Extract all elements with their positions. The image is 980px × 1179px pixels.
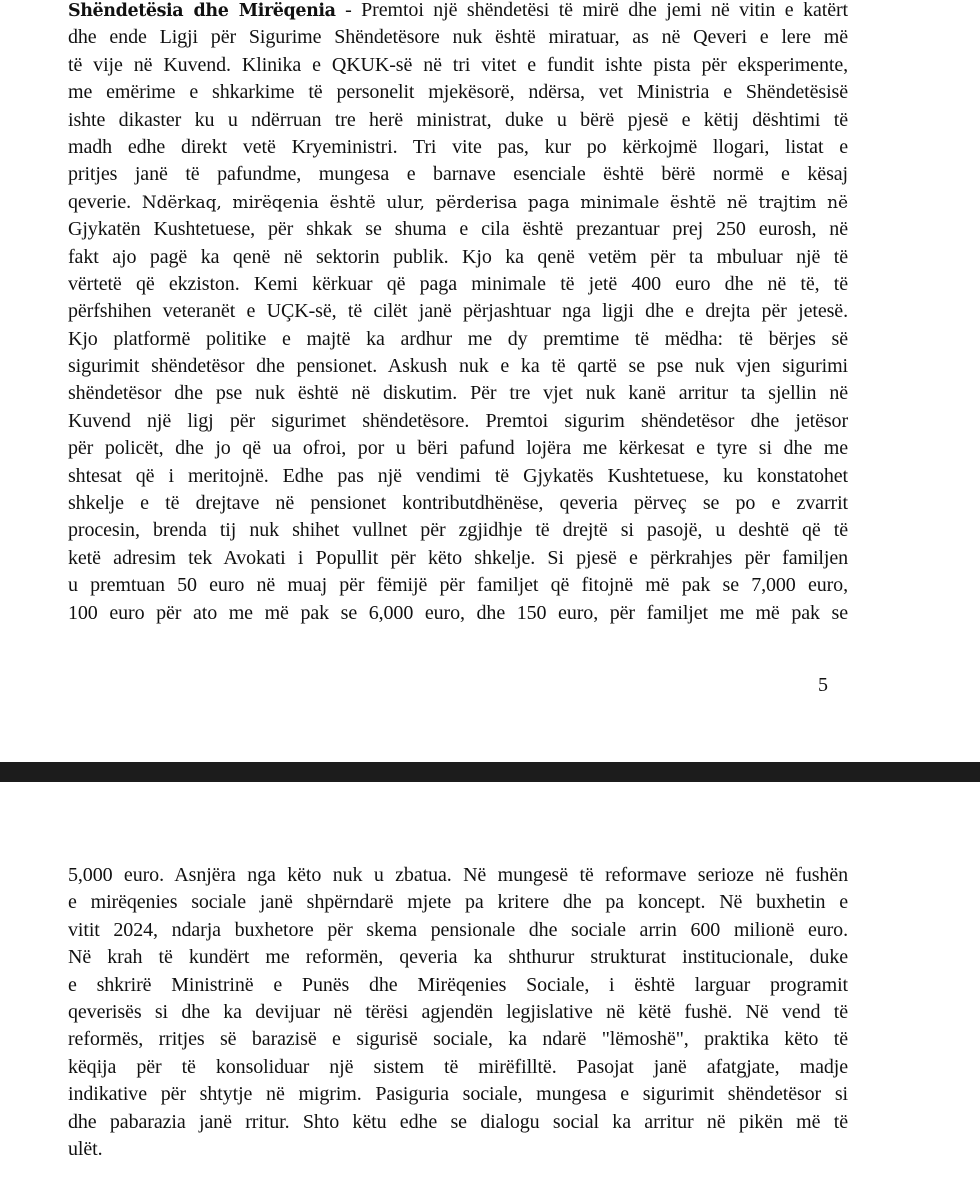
- text-line-8: [68, 189, 848, 216]
- text-line: dhe pabarazia janë rritur. Shto këtu edhe se dialogu social ka arritur në pikën më të: [68, 1110, 848, 1133]
- page-separator: [0, 762, 980, 782]
- text-line-last: ulët.: [68, 1137, 103, 1160]
- page-number: 5: [818, 674, 828, 696]
- text-line: e mirëqenies sociale janë shpërndarë mjete pa kritere dhe pa koncept. Në buxhetin e: [68, 891, 848, 914]
- text-line: për policët, dhe jo që ua ofroi, por u bëri pafund lojëra me kërkesat e tyre si dhe me: [68, 437, 848, 460]
- text-line: Kuvend një ligj për sigurimet shëndetësore. Premtoi sigurim shëndetësor dhe jetësor: [68, 409, 848, 432]
- text-line: këqija për të konsoliduar një sistem të mirëfilltë. Pasojat janë afatgjate, madje: [68, 1055, 848, 1078]
- text-line: indikative për shtytje në migrim. Pasiguria sociale, mungesa e sigurimit shëndetësor si: [68, 1083, 848, 1106]
- text-line: 100 euro për ato me më pak se 6,000 euro, dhe 150 euro, për familjet me më pak se: [68, 601, 848, 624]
- text-line: përfshihen veteranët e UÇK-së, të cilët janë përjashtuar nga ligji dhe e drejta për jetesë.: [68, 300, 848, 323]
- text-line: vërtetë që ekziston. Kemi kërkuar që paga minimale të jetë 400 euro dhe në të, të: [68, 272, 848, 295]
- section-heading: Shëndetësia dhe Mirëqenia: [68, 1, 336, 21]
- text-line: Në krah të kundërt me reformën, qeveria ka shthurur strukturat institucionale, duke: [68, 946, 848, 969]
- text-line: të vije në Kuvend. Klinika e QKUK-së në tri vitet e fundit ishte pista për eksperimente,: [68, 53, 848, 76]
- document-page-bottom: [0, 782, 980, 1179]
- text-line: me emërime e shkarkime të personelit mjekësorë, ndërsa, vet Ministria e Shëndetësisë: [68, 81, 848, 104]
- text-line: shkelje e të drejtave në pensionet kontributdhënëse, qeveria përveç se po e zvarrit: [68, 492, 848, 515]
- text-line: dhe ende Ligji për Sigurime Shëndetësore nuk është miratuar, as në Qeveri e lere më: [68, 26, 848, 49]
- text-line: qeverisës si dhe ka devijuar në tërësi agjendën legjislative në këtë fushë. Në vend të: [68, 1000, 848, 1023]
- text-line: reformës, rritjes së barazisë e sigurisë sociale, ka ndarë "lëmoshë", praktika këto të: [68, 1028, 848, 1051]
- text-line: pritjes janë të pafundme, mungesa e barnave esenciale është bërë normë e kësaj: [68, 163, 848, 186]
- text-line: Gjykatën Kushtetuese, për shkak se shuma e cila është prezantuar prej 250 eurosh, në: [68, 218, 848, 241]
- text-line: fakt ajo pagë ka qenë në sektorin publik. Kjo ka qenë vetëm për ta mbuluar një të: [68, 245, 848, 268]
- text-line: e shkrirë Ministrinë e Punës dhe Mirëqenies Sociale, i është larguar programit: [68, 973, 848, 996]
- text-line: Kjo platformë politike e majtë ka ardhur me dy premtime të mëdha: të bërjes së: [68, 327, 848, 350]
- text-line: u premtuan 50 euro në muaj për fëmijë për familjet që fitojnë më pak se 7,000 euro,: [68, 574, 848, 597]
- text-line: ketë adresim tek Avokati i Popullit për këto shkelje. Si pjesë e përkrahjes për familjen: [68, 546, 848, 569]
- text-line: procesin, brenda tij nuk shihet vullnet për zgjidhje të drejtë si pasojë, u deshtë që të: [68, 519, 848, 542]
- page-top-body: [68, 0, 848, 627]
- text-line-8-b: Ndërkaq, mirëqenia është ulur, përderisa paga minimale është në trajtim në: [131, 192, 848, 213]
- text-line: 5,000 euro. Asnjëra nga këto nuk u zbatua. Në mungesë të reformave serioze në fushën: [68, 864, 848, 886]
- text-line-1: [68, 0, 848, 24]
- text-line: ishte dikaster ku u ndërruan tre herë ministrat, duke u bërë pjesë e këtij dështimi të: [68, 108, 848, 131]
- text-line: madh edhe direkt vetë Kryeministri. Tri vite pas, kur po kërkojmë llogari, listat e: [68, 135, 848, 158]
- text-line: shëndetësor dhe pse nuk është në diskutim. Për tre vjet nuk kanë arritur ta sjellin në: [68, 382, 848, 405]
- text-line: shtesat që i meritojnë. Edhe pas një vendimi të Gjykatës Kushtetuese, ku konstatohet: [68, 464, 848, 487]
- text-line: vitit 2024, ndarja buxhetore për skema pensionale dhe sociale arrin 600 milionë euro.: [68, 918, 848, 941]
- text-line-1-rest: - Premtoi një shëndetësi të mirë dhe jemi në vitin e katërt: [335, 0, 848, 21]
- page-bottom-body: [68, 862, 848, 1163]
- text-line-8-a: qeverie.: [68, 190, 132, 213]
- text-line: sigurimit shëndetësor dhe pensionet. Askush nuk e ka të qartë se pse nuk vjen sigurimi: [68, 355, 848, 378]
